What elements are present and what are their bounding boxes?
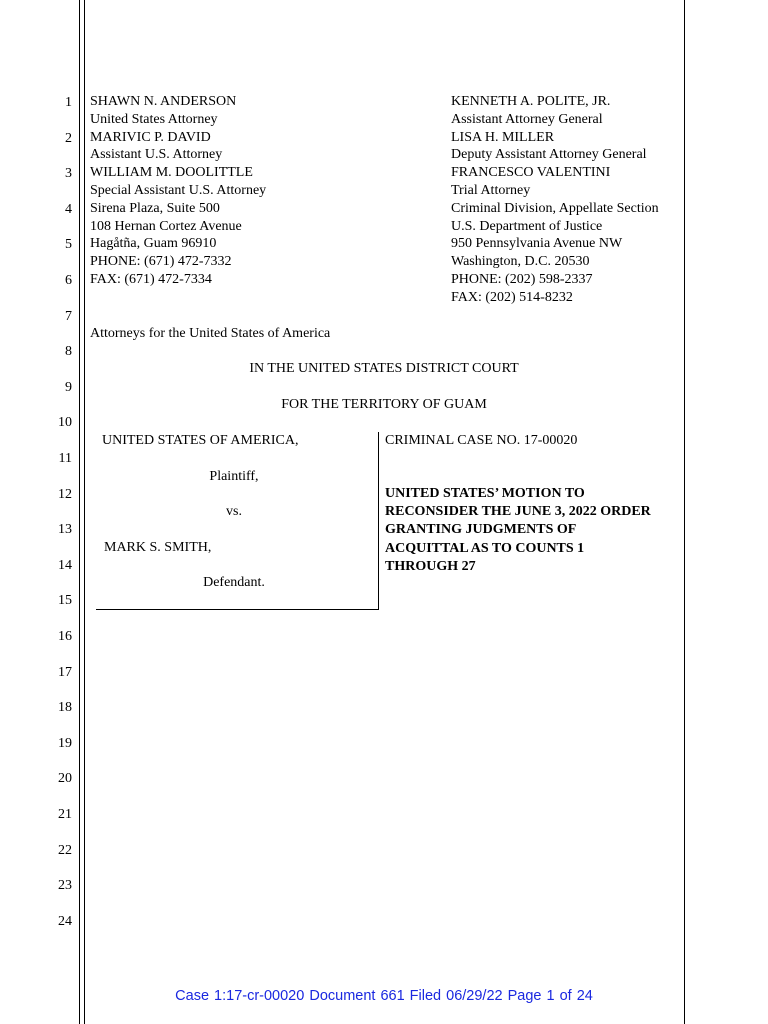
- motion-title-line: ACQUITTAL AS TO COUNTS 1: [385, 540, 585, 556]
- line-number: 15: [58, 593, 72, 608]
- counsel-line: MARIVIC P. DAVID: [90, 129, 211, 145]
- line-number: 10: [58, 415, 72, 430]
- defendant-role: Defendant.: [203, 575, 265, 590]
- counsel-line: Trial Attorney: [451, 182, 531, 198]
- line-number: 13: [58, 522, 72, 537]
- motion-title-line: THROUGH 27: [385, 558, 476, 574]
- counsel-line: SHAWN N. ANDERSON: [90, 94, 237, 109]
- line-number: 17: [58, 665, 72, 680]
- versus: vs.: [226, 504, 242, 519]
- counsel-line: Sirena Plaza, Suite 500: [90, 200, 220, 216]
- line-number: 8: [65, 344, 72, 359]
- counsel-line: Special Assistant U.S. Attorney: [90, 182, 267, 198]
- line-number: 5: [65, 237, 72, 252]
- counsel-line: FRANCESCO VALENTINI: [451, 165, 611, 181]
- counsel-line: U.S. Department of Justice: [451, 218, 603, 234]
- counsel-block-left: [90, 93, 266, 289]
- court-name: IN THE UNITED STATES DISTRICT COURT: [249, 361, 519, 376]
- attorneys-for: Attorneys for the United States of America: [90, 326, 331, 341]
- counsel-line: Hagåtña, Guam 96910: [90, 236, 217, 252]
- pleading-margin-line-right: [684, 0, 685, 1024]
- counsel-line: PHONE: (671) 472-7332: [90, 254, 232, 270]
- defendant-name: MARK S. SMITH,: [104, 540, 212, 555]
- pleading-margin-line-left-outer: [79, 0, 80, 1024]
- filing-stamp: Case 1:17-cr-00020 Document 661 Filed 06/29/22 Page 1 of 24: [175, 988, 593, 1004]
- counsel-block-right: [451, 93, 659, 307]
- line-number: 16: [58, 629, 72, 644]
- counsel-line: 108 Hernan Cortez Avenue: [90, 218, 242, 234]
- counsel-line: United States Attorney: [90, 111, 218, 127]
- counsel-line: FAX: (202) 514-8232: [451, 289, 573, 305]
- counsel-line: Criminal Division, Appellate Section: [451, 200, 659, 216]
- counsel-line: 950 Pennsylvania Avenue NW: [451, 236, 623, 252]
- line-number: 12: [58, 487, 72, 502]
- line-number: 20: [58, 771, 72, 786]
- line-number: 9: [65, 380, 72, 395]
- line-number: 4: [65, 202, 72, 217]
- plaintiff-name: UNITED STATES OF AMERICA,: [102, 433, 299, 448]
- line-number: 6: [65, 273, 72, 288]
- line-number: 1: [65, 95, 72, 110]
- case-number: CRIMINAL CASE NO. 17-00020: [385, 433, 578, 448]
- counsel-line: WILLIAM M. DOOLITTLE: [90, 165, 253, 181]
- motion-title: [385, 485, 651, 576]
- motion-title-line: UNITED STATES’ MOTION TO: [385, 486, 585, 501]
- counsel-line: PHONE: (202) 598-2337: [451, 271, 593, 287]
- counsel-line: FAX: (671) 472-7334: [90, 271, 212, 287]
- line-number: 23: [58, 878, 72, 893]
- counsel-line: Washington, D.C. 20530: [451, 254, 590, 270]
- line-number: 3: [65, 166, 72, 181]
- line-number: 14: [58, 558, 72, 573]
- line-number: 7: [65, 309, 72, 324]
- plaintiff-role: Plaintiff,: [209, 469, 259, 484]
- counsel-line: KENNETH A. POLITE, JR.: [451, 94, 611, 109]
- counsel-line: LISA H. MILLER: [451, 129, 555, 145]
- motion-title-line: RECONSIDER THE JUNE 3, 2022 ORDER: [385, 504, 651, 520]
- line-number: 21: [58, 807, 72, 822]
- line-number: 19: [58, 736, 72, 751]
- caption-divider-vertical: [378, 432, 379, 610]
- counsel-line: Assistant Attorney General: [451, 111, 603, 127]
- line-number: 11: [58, 451, 72, 466]
- caption-divider-horizontal: [96, 609, 379, 610]
- motion-title-line: GRANTING JUDGMENTS OF: [385, 522, 577, 538]
- line-number: 24: [58, 914, 72, 929]
- court-territory: FOR THE TERRITORY OF GUAM: [281, 397, 487, 412]
- line-number: 22: [58, 843, 72, 858]
- line-number: 18: [58, 700, 72, 715]
- counsel-line: Deputy Assistant Attorney General: [451, 147, 647, 163]
- counsel-line: Assistant U.S. Attorney: [90, 147, 223, 163]
- line-number: 2: [65, 131, 72, 146]
- pleading-margin-line-left-inner: [84, 0, 85, 1024]
